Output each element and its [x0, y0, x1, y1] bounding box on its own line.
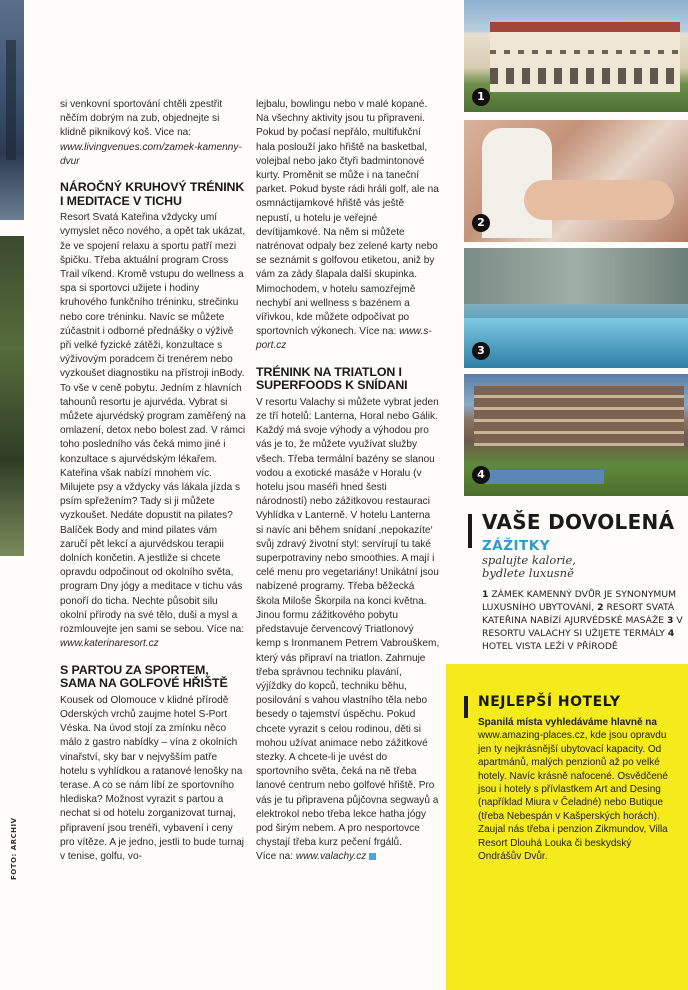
section-body-sport: Kousek od Olomouce v klidné přírodě Oderských vrchů zaujme hotel S-Port Véska. Na úvod stojí za zmínku něco málo z gastro nabídky – vína z okolních vinařství, sky bar v nejvyšším patře hotelu s vyhlídkou a ratanové lenošky na terase. A co se nám líbí ze sportovního hlediska? Možnost vyrazit s partou a nechat si od hotelu zorganizovat turnaj, připravení jsou trenéři, vybavení i ceny pro vítěze. A je jedno, jestli to bude turnaj v tenise, golfu, vo-	[60, 694, 245, 862]
katerina-url[interactable]: www.katerinaresort.cz	[60, 638, 159, 650]
rubric-tagline	[482, 554, 684, 580]
photo-thermal-pool	[464, 248, 688, 368]
tagline-line-2: bydlete luxusně	[482, 566, 574, 580]
text-column-1	[60, 98, 246, 864]
photo-captions	[482, 588, 684, 653]
caption-3-number: 3	[666, 615, 674, 626]
sport-continued	[256, 98, 440, 354]
rubric-bar	[468, 514, 472, 548]
section-body-valachy	[256, 396, 440, 865]
caption-2-number: 2	[597, 602, 604, 613]
photo-number-4: 4	[472, 466, 490, 484]
tip-box	[446, 664, 688, 990]
photo-number-3: 3	[472, 342, 490, 360]
photo-hotel-vista	[464, 374, 688, 496]
photo-credit: FOTO: ARCHIV	[10, 817, 18, 880]
pool-water	[464, 318, 688, 368]
caption-3: V RESORTU VALACHY SI UŽIJETE TERMÁLY	[482, 615, 683, 639]
katerina-text: Resort Svatá Kateřina vždycky umí vymyslet něco nového, a opět tak ukázat, že ve spojení relaxu a sportu patří mezi špičku. Třeba aktuální program Cross Trail víkend. Kromě vstupu do wellness a spa si sportovci užijete i hodiny kruhového funkčního tréninku, strečinku nebo core tréninku. Navíc se můžete zúčastnit i odborné přednášky o výživě při velké fyzické zátěži, konzultace s výživovým poradcem či trenérem nebo vyzkoušet diagnostiku na přístroji inBody. To vše v ceně pobytu. Jedním z hlavních tahounů resortu je ajurvéda. Vybrat si můžete ajurvédský program zaměřený na omlazení, detox nebo bolest zad. V rámci toho posledního vás čeká mimo jiné i konzultace s ajurvédským lékařem. Kateřina však nabízí mnohem víc. Milujete psy a vždycky vás lákala jízda s psím spřežením? Tady si ji můžete vyzkoušet. Nedáte dopustit na pilates? Balíček Body and mind pilates vám zaručí pět lekcí a ajurvédskou terapii dolních končetin. A jestliže si chcete opravdu odpočinout od okolního světa, program Dny jógy a meditace v tichu vás ponoří do ticha. Nechte působit silu okolní přírody na své tělo, duši a mysl a rozmlouvejte jen sami se sebou. Více na:	[60, 212, 246, 636]
tip-box-text	[478, 716, 676, 863]
valachy-more: Více na:	[256, 851, 294, 863]
caption-4: HOTEL VISTA LEŽÍ V PŘÍRODĚ	[482, 641, 618, 652]
caption-1: ZÁMEK KAMENNÝ DVŮR JE SYNONYMUM LUXUSNÍHO UBYTOVÁNÍ,	[482, 589, 677, 613]
tagline-line-1: spalujte kalorie,	[482, 553, 576, 567]
rubric-title: VAŠE DOVOLENÁ	[482, 510, 675, 534]
intro-text: si venkovní sportování chtěli zpestřit něčím dobrým na zub, objednejte si klidně piknikový koš. Vice na:	[60, 99, 223, 139]
valachy-url[interactable]: www.valachy.cz	[295, 851, 367, 863]
client-figure	[524, 180, 674, 220]
hotel-building	[474, 386, 684, 446]
rubric-subtitle: ZÁŽITKY	[482, 538, 550, 554]
rubric-block	[468, 510, 684, 653]
section-heading-katerina: NÁROČNÝ KRUHOVÝ TRÉNINK I MEDITACE V TICHU	[60, 180, 245, 208]
photo-number-2: 2	[472, 214, 490, 232]
castle-building	[490, 22, 680, 92]
intro-url[interactable]: www.livingvenues.com/zamek-kamenny-dvur	[60, 141, 242, 167]
tip-box-content	[464, 694, 676, 863]
tip-box-body: www.amazing-places.cz, kde jsou opravdu jen ty nejkrásnější ubytovací kapacity. Od apartmánů, malých penzionů až po velké hotely. Navíc krásně nafocené. Osvědčené jsou i hotely s přívlastkem Art and Desing (například Miura v Čeladné) nebo Butique (třeba Nebespán v Kašperských horách). Zaujal nás třeba i penzion Zikmundov, Villa Resort Dlouhá Louka či beskydský Ondrášův Dvůr.	[478, 730, 668, 863]
intro-paragraph	[60, 98, 246, 169]
valachy-text: V resortu Valachy si můžete vybrat jeden ze tří hotelů: Lanterna, Horal nebo Gálik. Každý má svoje výhody a výhodou pro vás je to, že můžete využívat služby všech. Třeba termální bazény se slanou vodou a exotické masáže v Horalu (v hotelu jsou maséři hned šesti národností) nebo zážitkovou restauraci Vyhlídka v Lanterně. V hotelu Lanterna si navíc ani během snídaní ‚nepokazíte‘ svůj zdravý životní styl: servírují tu také superpotraviny nebo smoothies. A mají i celé menu pro vegetariány! Unikátní jsou nabízené programy. Třeba běžecká škola Miloše Škorpila na konci května. Jinou formu zážitkového pobytu představuje červencový Triatlonový kemp s Ironmanem Petrem Vabrouškem, který vás připraví na triatlon. Zahrnuje třeba správnou techniku plavání, výjíždky do kopců, techniku běhu, posilování s vahou vlastního těla nebo besedy o tajemství úspěchu. Pokud chcete vyrazit s celou rodinou, děti si mohou užívat animace nebo zážitkové stezky. A chcete-li je uvést do sportovního světa, čeká na ně třeba lanové centrum nebo golfové hřiště. Pro vás je tu připravena půjčovna segwayů a elektrokol nebo třeba lekce hatha jógy pod širým nebem. A pro nesportovce chystají třeba kurz pečení frgálů.	[256, 396, 440, 849]
text-column-2	[256, 98, 440, 865]
caption-2: RESORT SVATÁ KATEŘINA NABÍZÍ AJURVÉDSKÉ MASÁŽE	[482, 602, 675, 626]
photo-massage	[464, 120, 688, 242]
photo-castle	[464, 0, 688, 112]
edge-photo-top	[0, 0, 24, 220]
edge-photo-middle	[0, 236, 24, 556]
section-body-katerina	[60, 211, 246, 651]
section-heading-valachy: TRÉNINK NA TRIATLON I SUPERFOODS K SNÍDANI	[256, 364, 408, 393]
section-heading-sport: S PARTOU ZA SPORTEM, SAMA NA GOLFOVÉ HŘIŠTĚ	[60, 662, 228, 691]
pool-wall	[464, 248, 688, 304]
tip-box-bar	[464, 696, 468, 718]
sport-url[interactable]: www.s-port.cz	[256, 326, 432, 352]
end-square-icon	[369, 853, 376, 860]
caption-1-number: 1	[482, 589, 489, 600]
tip-box-lead: Spanilá místa vyhledáváme hlavně na	[478, 717, 657, 728]
tennis-court	[484, 470, 604, 484]
photo-number-1: 1	[472, 88, 490, 106]
caption-4-number: 4	[667, 628, 675, 639]
tip-box-title: NEJLEPŠÍ HOTELY	[478, 694, 621, 710]
sport-continued-text: lejbalu, bowlingu nebo v malé kopané. Na všechny aktivity jsou tu připraveni. Pokud by počasí nepřálo, multifukční hala poslouží jako hřiště na basketbal, volejbal nebo jako čtyři badmintonové kurty. Proměnit se může i na taneční parket. Pokud byste rádi hráli golf, ale na osmnáctijamkové hřiště vás ještě nepustí, u hotelu je veřejné devítijamkové. Na něm si můžete natrénovat odpaly bez zelené karty nebo se seznámit s golfovou etiketou, aniž by vám za zády šlapala další skupinka. Mimochodem, v hotelu samozřejmě nechybí ani wellness s bazénem a vířivkou, kde můžete odpočívat po sportovních výkonech. Více na:	[256, 99, 439, 338]
